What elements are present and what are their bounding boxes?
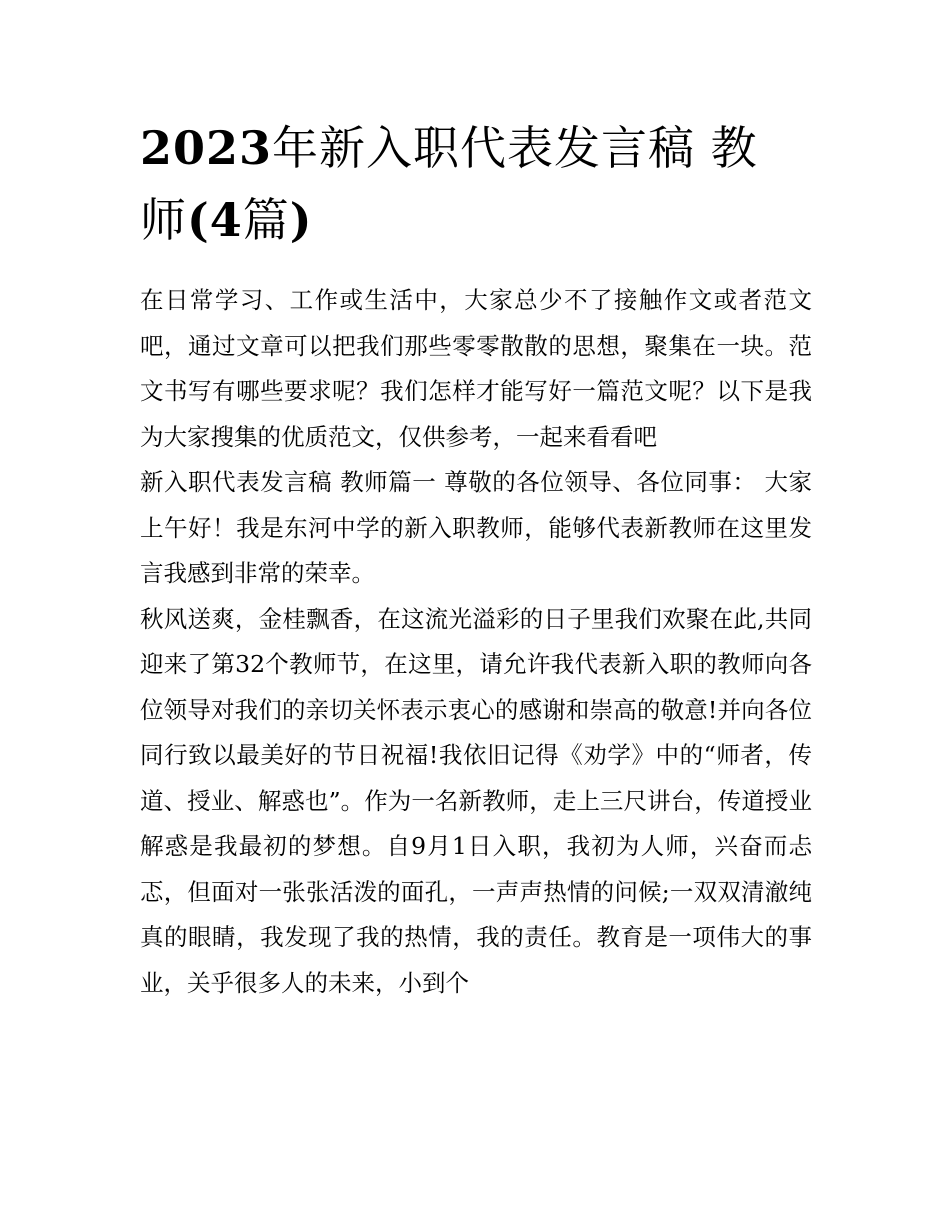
document-title [140,112,820,256]
title-text-line1: 年新入职代表发言稿 教 [272,121,758,175]
paragraph-intro: 在日常学习、工作或生活中，大家总少不了接触作文或者范文吧，通过文章可以把我们那些零零散散的思想，聚集在一块。范文书写有哪些要求呢？我们怎样才能写好一篇范文呢？以下是我为大家搜集的优质范文，仅供参考，一起来看看吧 [140,286,812,451]
title-count: (4 [187,193,243,247]
title-text-line2-c: 篇 [242,193,290,247]
paragraph-main: 秋风送爽，金桂飘香，在这流光溢彩的日子里我们欢聚在此,共同迎来了第32个教师节，在这里，请允许我代表新入职的教师向各位领导对我们的亲切关怀表示衷心的感谢和崇高的敬意!并向各位同行致以最美好的节日祝福!我依旧记得《劝学》中的“师者，传道、授业、解惑也”。作为一名新教师，走上三尺讲台，传道授业解惑是我最初的梦想。自9月1日入职，我初为人师，兴奋而忐忑，但面对一张张活泼的面孔，一声声热情的问候;一双双清澈纯真的眼睛，我发现了我的热情，我的责任。教育是一项伟大的事业，关乎很多人的未来，小到个 [140,604,812,997]
title-year: 2023 [140,121,273,175]
paragraph-greeting: 新入职代表发言稿 教师篇一 尊敬的各位领导、各位同事： 大家上午好！我是东河中学的新入职教师，能够代表新教师在这里发言我感到非常的荣幸。 [140,468,812,587]
title-close-paren: ) [289,193,313,247]
title-text-line2-a: 师 [140,193,187,247]
document-body [140,278,812,1006]
